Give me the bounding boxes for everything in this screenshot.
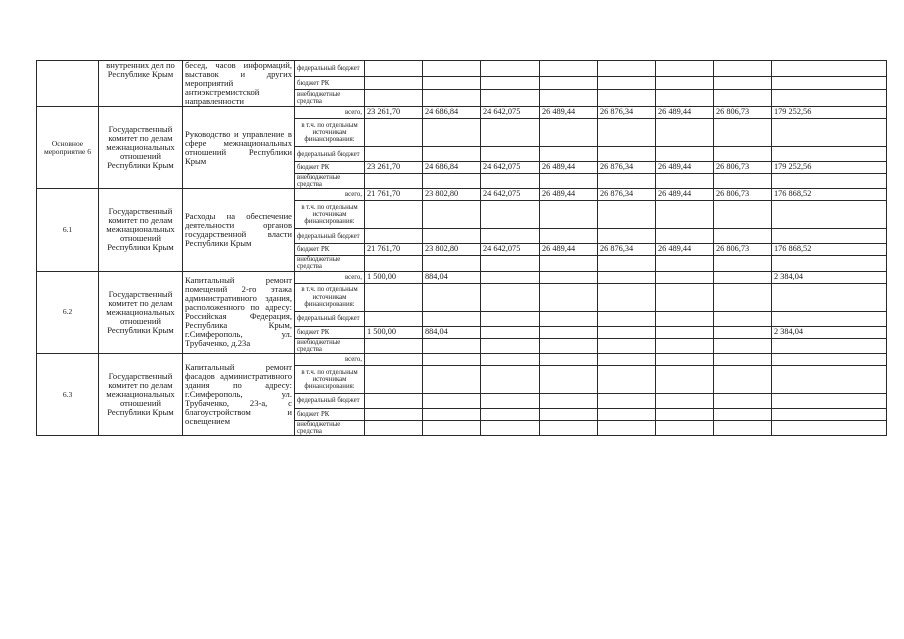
amount-cell — [598, 147, 656, 162]
amount-cell — [540, 229, 598, 244]
grand-total-cell: 176 868,52 — [772, 189, 887, 201]
amount-cell — [540, 201, 598, 229]
amount-cell — [365, 283, 423, 311]
amount-cell — [656, 420, 714, 435]
amount-cell — [656, 326, 714, 338]
funding-source-cell: внебюджетные средства — [295, 90, 365, 107]
amount-cell — [365, 61, 423, 77]
amount-cell — [714, 77, 772, 90]
amount-cell — [423, 61, 481, 77]
amount-cell — [540, 338, 598, 353]
amount-cell — [481, 393, 540, 408]
amount-cell: 26 876,34 — [598, 244, 656, 256]
grand-total-cell — [772, 256, 887, 271]
amount-cell — [365, 201, 423, 229]
amount-cell: 26 489,44 — [656, 162, 714, 174]
grand-total-cell — [772, 393, 887, 408]
amount-cell — [540, 420, 598, 435]
funding-source-cell: бюджет РК — [295, 244, 365, 256]
executor-cell: Государственный комитет по делам межнациональных отношений Республики Крым — [99, 107, 183, 189]
amount-cell — [598, 393, 656, 408]
amount-cell — [714, 119, 772, 147]
amount-cell — [714, 393, 772, 408]
amount-cell — [365, 393, 423, 408]
grand-total-cell — [772, 311, 887, 326]
grand-total-cell — [772, 365, 887, 393]
amount-cell — [714, 326, 772, 338]
amount-cell — [656, 256, 714, 271]
amount-cell — [714, 311, 772, 326]
amount-cell — [423, 311, 481, 326]
amount-cell — [656, 311, 714, 326]
amount-cell — [656, 147, 714, 162]
funding-source-cell: бюджет РК — [295, 326, 365, 338]
executor-cell: Государственный комитет по делам межнациональных отношений Республики Крым — [99, 189, 183, 271]
amount-cell — [423, 229, 481, 244]
table-row — [37, 353, 887, 365]
amount-cell — [714, 271, 772, 283]
amount-cell — [481, 61, 540, 77]
funding-source-cell: бюджет РК — [295, 162, 365, 174]
measure-name-cell: Капитальный ремонт помещений 2-го этажа административного здания, расположенного по адресу: Российская Федерация, Республика Крым, г.Симферополь, ул. Трубаченко, д.23а — [183, 271, 295, 353]
funding-source-cell: внебюджетные средства — [295, 338, 365, 353]
amount-cell — [423, 201, 481, 229]
amount-cell: 26 489,44 — [540, 107, 598, 119]
amount-cell — [540, 271, 598, 283]
funding-source-cell: федеральный бюджет — [295, 147, 365, 162]
measure-name-cell: бесед, часов информаций, выставок и других мероприятий антиэкстремистской направленности — [183, 61, 295, 107]
grand-total-cell: 176 868,52 — [772, 244, 887, 256]
amount-cell — [598, 353, 656, 365]
funding-source-cell: федеральный бюджет — [295, 311, 365, 326]
grand-total-cell: 2 384,04 — [772, 326, 887, 338]
amount-cell — [423, 119, 481, 147]
amount-cell — [423, 90, 481, 107]
grand-total-cell — [772, 174, 887, 189]
amount-cell — [365, 311, 423, 326]
amount-cell — [656, 201, 714, 229]
amount-cell — [598, 174, 656, 189]
table-row — [37, 61, 887, 77]
grand-total-cell — [772, 353, 887, 365]
measure-code-cell: 6.2 — [37, 271, 99, 353]
amount-cell — [656, 338, 714, 353]
amount-cell — [365, 90, 423, 107]
amount-cell — [598, 271, 656, 283]
amount-cell — [540, 393, 598, 408]
amount-cell — [714, 229, 772, 244]
amount-cell: 23 802,80 — [423, 189, 481, 201]
amount-cell — [423, 338, 481, 353]
amount-cell — [423, 283, 481, 311]
amount-cell — [365, 229, 423, 244]
amount-cell — [481, 311, 540, 326]
amount-cell — [481, 365, 540, 393]
amount-cell: 21 761,70 — [365, 244, 423, 256]
amount-cell — [714, 147, 772, 162]
measure-code-cell: 6.1 — [37, 189, 99, 271]
amount-cell: 24 642,075 — [481, 244, 540, 256]
amount-cell — [365, 408, 423, 420]
funding-source-cell: федеральный бюджет — [295, 229, 365, 244]
executor-cell: Государственный комитет по делам межнациональных отношений Республики Крым — [99, 271, 183, 353]
amount-cell: 26 806,73 — [714, 189, 772, 201]
amount-cell — [540, 365, 598, 393]
amount-cell — [598, 61, 656, 77]
amount-cell — [365, 420, 423, 435]
amount-cell: 26 876,34 — [598, 107, 656, 119]
amount-cell — [540, 326, 598, 338]
amount-cell — [481, 338, 540, 353]
funding-source-cell: всего, — [295, 271, 365, 283]
amount-cell — [481, 256, 540, 271]
amount-cell: 26 489,44 — [656, 244, 714, 256]
amount-cell — [598, 408, 656, 420]
grand-total-cell — [772, 119, 887, 147]
amount-cell — [540, 283, 598, 311]
amount-cell — [540, 353, 598, 365]
budget-table — [36, 60, 887, 436]
amount-cell — [656, 77, 714, 90]
measure-name-cell: Капитальный ремонт фасадов административного здания по адресу: г.Симферополь, ул. Трубаченко, 23-а, с благоустройством и освещением — [183, 353, 295, 435]
funding-source-cell: бюджет РК — [295, 77, 365, 90]
grand-total-cell: 179 252,56 — [772, 162, 887, 174]
amount-cell — [714, 174, 772, 189]
funding-source-cell: федеральный бюджет — [295, 61, 365, 77]
grand-total-cell — [772, 283, 887, 311]
amount-cell — [656, 393, 714, 408]
amount-cell — [365, 174, 423, 189]
amount-cell — [423, 77, 481, 90]
amount-cell — [481, 77, 540, 90]
funding-source-cell: внебюджетные средства — [295, 256, 365, 271]
grand-total-cell — [772, 90, 887, 107]
grand-total-cell — [772, 408, 887, 420]
funding-source-cell: внебюджетные средства — [295, 174, 365, 189]
funding-source-cell: всего, — [295, 353, 365, 365]
amount-cell: 24 642,075 — [481, 162, 540, 174]
amount-cell — [423, 174, 481, 189]
measure-name-cell: Расходы на обеспечение деятельности органов государственной власти Республики Крым — [183, 189, 295, 271]
amount-cell — [656, 90, 714, 107]
amount-cell — [423, 353, 481, 365]
amount-cell — [598, 201, 656, 229]
amount-cell — [540, 174, 598, 189]
amount-cell — [365, 365, 423, 393]
funding-source-cell: в т.ч. по отдельным источникам финансирования: — [295, 365, 365, 393]
amount-cell — [598, 365, 656, 393]
grand-total-cell — [772, 147, 887, 162]
amount-cell — [481, 119, 540, 147]
amount-cell — [540, 256, 598, 271]
amount-cell — [598, 326, 656, 338]
amount-cell — [714, 61, 772, 77]
amount-cell: 21 761,70 — [365, 189, 423, 201]
amount-cell — [656, 408, 714, 420]
funding-source-cell: в т.ч. по отдельным источникам финансирования: — [295, 283, 365, 311]
grand-total-cell — [772, 229, 887, 244]
amount-cell — [423, 408, 481, 420]
measure-code-cell — [37, 61, 99, 107]
amount-cell: 26 489,44 — [656, 107, 714, 119]
funding-source-cell: в т.ч. по отдельным источникам финансирования: — [295, 201, 365, 229]
amount-cell — [365, 147, 423, 162]
grand-total-cell: 179 252,56 — [772, 107, 887, 119]
amount-cell — [714, 353, 772, 365]
amount-cell: 26 806,73 — [714, 107, 772, 119]
amount-cell — [540, 119, 598, 147]
amount-cell: 23 802,80 — [423, 244, 481, 256]
table-body — [37, 61, 887, 436]
amount-cell: 1 500,00 — [365, 271, 423, 283]
amount-cell — [540, 77, 598, 90]
amount-cell: 1 500,00 — [365, 326, 423, 338]
amount-cell: 26 489,44 — [540, 244, 598, 256]
amount-cell: 23 261,70 — [365, 107, 423, 119]
amount-cell — [423, 393, 481, 408]
amount-cell: 24 642,075 — [481, 189, 540, 201]
amount-cell — [481, 90, 540, 107]
amount-cell — [423, 420, 481, 435]
amount-cell — [481, 147, 540, 162]
amount-cell — [656, 229, 714, 244]
amount-cell — [481, 408, 540, 420]
amount-cell — [423, 256, 481, 271]
amount-cell: 26 489,44 — [540, 162, 598, 174]
executor-cell: Государственный комитет по делам межнациональных отношений Республики Крым — [99, 353, 183, 435]
amount-cell — [656, 174, 714, 189]
amount-cell — [540, 408, 598, 420]
funding-source-cell: бюджет РК — [295, 408, 365, 420]
amount-cell — [365, 256, 423, 271]
amount-cell — [598, 256, 656, 271]
amount-cell: 884,04 — [423, 271, 481, 283]
amount-cell — [714, 90, 772, 107]
amount-cell — [540, 311, 598, 326]
document-sheet — [36, 60, 884, 436]
table-row — [37, 107, 887, 119]
table-row — [37, 189, 887, 201]
amount-cell — [540, 90, 598, 107]
amount-cell: 26 806,73 — [714, 244, 772, 256]
amount-cell — [656, 283, 714, 311]
amount-cell — [598, 229, 656, 244]
amount-cell: 26 489,44 — [656, 189, 714, 201]
amount-cell — [714, 365, 772, 393]
funding-source-cell: федеральный бюджет — [295, 393, 365, 408]
grand-total-cell — [772, 420, 887, 435]
amount-cell — [714, 408, 772, 420]
amount-cell — [481, 420, 540, 435]
table-row — [37, 271, 887, 283]
grand-total-cell: 2 384,04 — [772, 271, 887, 283]
amount-cell — [656, 353, 714, 365]
amount-cell — [481, 174, 540, 189]
amount-cell — [656, 365, 714, 393]
executor-cell: внутренних дел по Республике Крым — [99, 61, 183, 107]
amount-cell — [365, 353, 423, 365]
amount-cell — [365, 119, 423, 147]
amount-cell: 24 686,84 — [423, 107, 481, 119]
amount-cell — [481, 283, 540, 311]
amount-cell — [481, 353, 540, 365]
funding-source-cell: внебюджетные средства — [295, 420, 365, 435]
amount-cell — [365, 77, 423, 90]
amount-cell — [714, 283, 772, 311]
funding-source-cell: всего, — [295, 189, 365, 201]
grand-total-cell — [772, 338, 887, 353]
grand-total-cell — [772, 201, 887, 229]
amount-cell: 26 876,34 — [598, 189, 656, 201]
amount-cell — [714, 338, 772, 353]
grand-total-cell — [772, 61, 887, 77]
amount-cell — [481, 229, 540, 244]
amount-cell — [598, 77, 656, 90]
amount-cell — [481, 326, 540, 338]
amount-cell — [656, 119, 714, 147]
amount-cell — [423, 147, 481, 162]
amount-cell — [598, 338, 656, 353]
amount-cell — [481, 201, 540, 229]
amount-cell: 24 686,84 — [423, 162, 481, 174]
measure-code-cell: Основное мероприятие 6 — [37, 107, 99, 189]
amount-cell — [656, 61, 714, 77]
amount-cell — [598, 90, 656, 107]
amount-cell — [423, 365, 481, 393]
amount-cell — [598, 311, 656, 326]
amount-cell — [598, 283, 656, 311]
amount-cell — [481, 271, 540, 283]
amount-cell: 884,04 — [423, 326, 481, 338]
amount-cell: 26 806,73 — [714, 162, 772, 174]
amount-cell — [365, 338, 423, 353]
measure-code-cell: 6.3 — [37, 353, 99, 435]
measure-name-cell: Руководство и управление в сфере межнациональных отношений Республики Крым — [183, 107, 295, 189]
funding-source-cell: в т.ч. по отдельным источникам финансирования: — [295, 119, 365, 147]
amount-cell: 26 489,44 — [540, 189, 598, 201]
amount-cell — [656, 271, 714, 283]
amount-cell — [598, 420, 656, 435]
amount-cell — [540, 61, 598, 77]
amount-cell: 26 876,34 — [598, 162, 656, 174]
amount-cell — [598, 119, 656, 147]
amount-cell — [540, 147, 598, 162]
amount-cell: 23 261,70 — [365, 162, 423, 174]
grand-total-cell — [772, 77, 887, 90]
amount-cell: 24 642,075 — [481, 107, 540, 119]
funding-source-cell: всего, — [295, 107, 365, 119]
amount-cell — [714, 420, 772, 435]
amount-cell — [714, 201, 772, 229]
amount-cell — [714, 256, 772, 271]
